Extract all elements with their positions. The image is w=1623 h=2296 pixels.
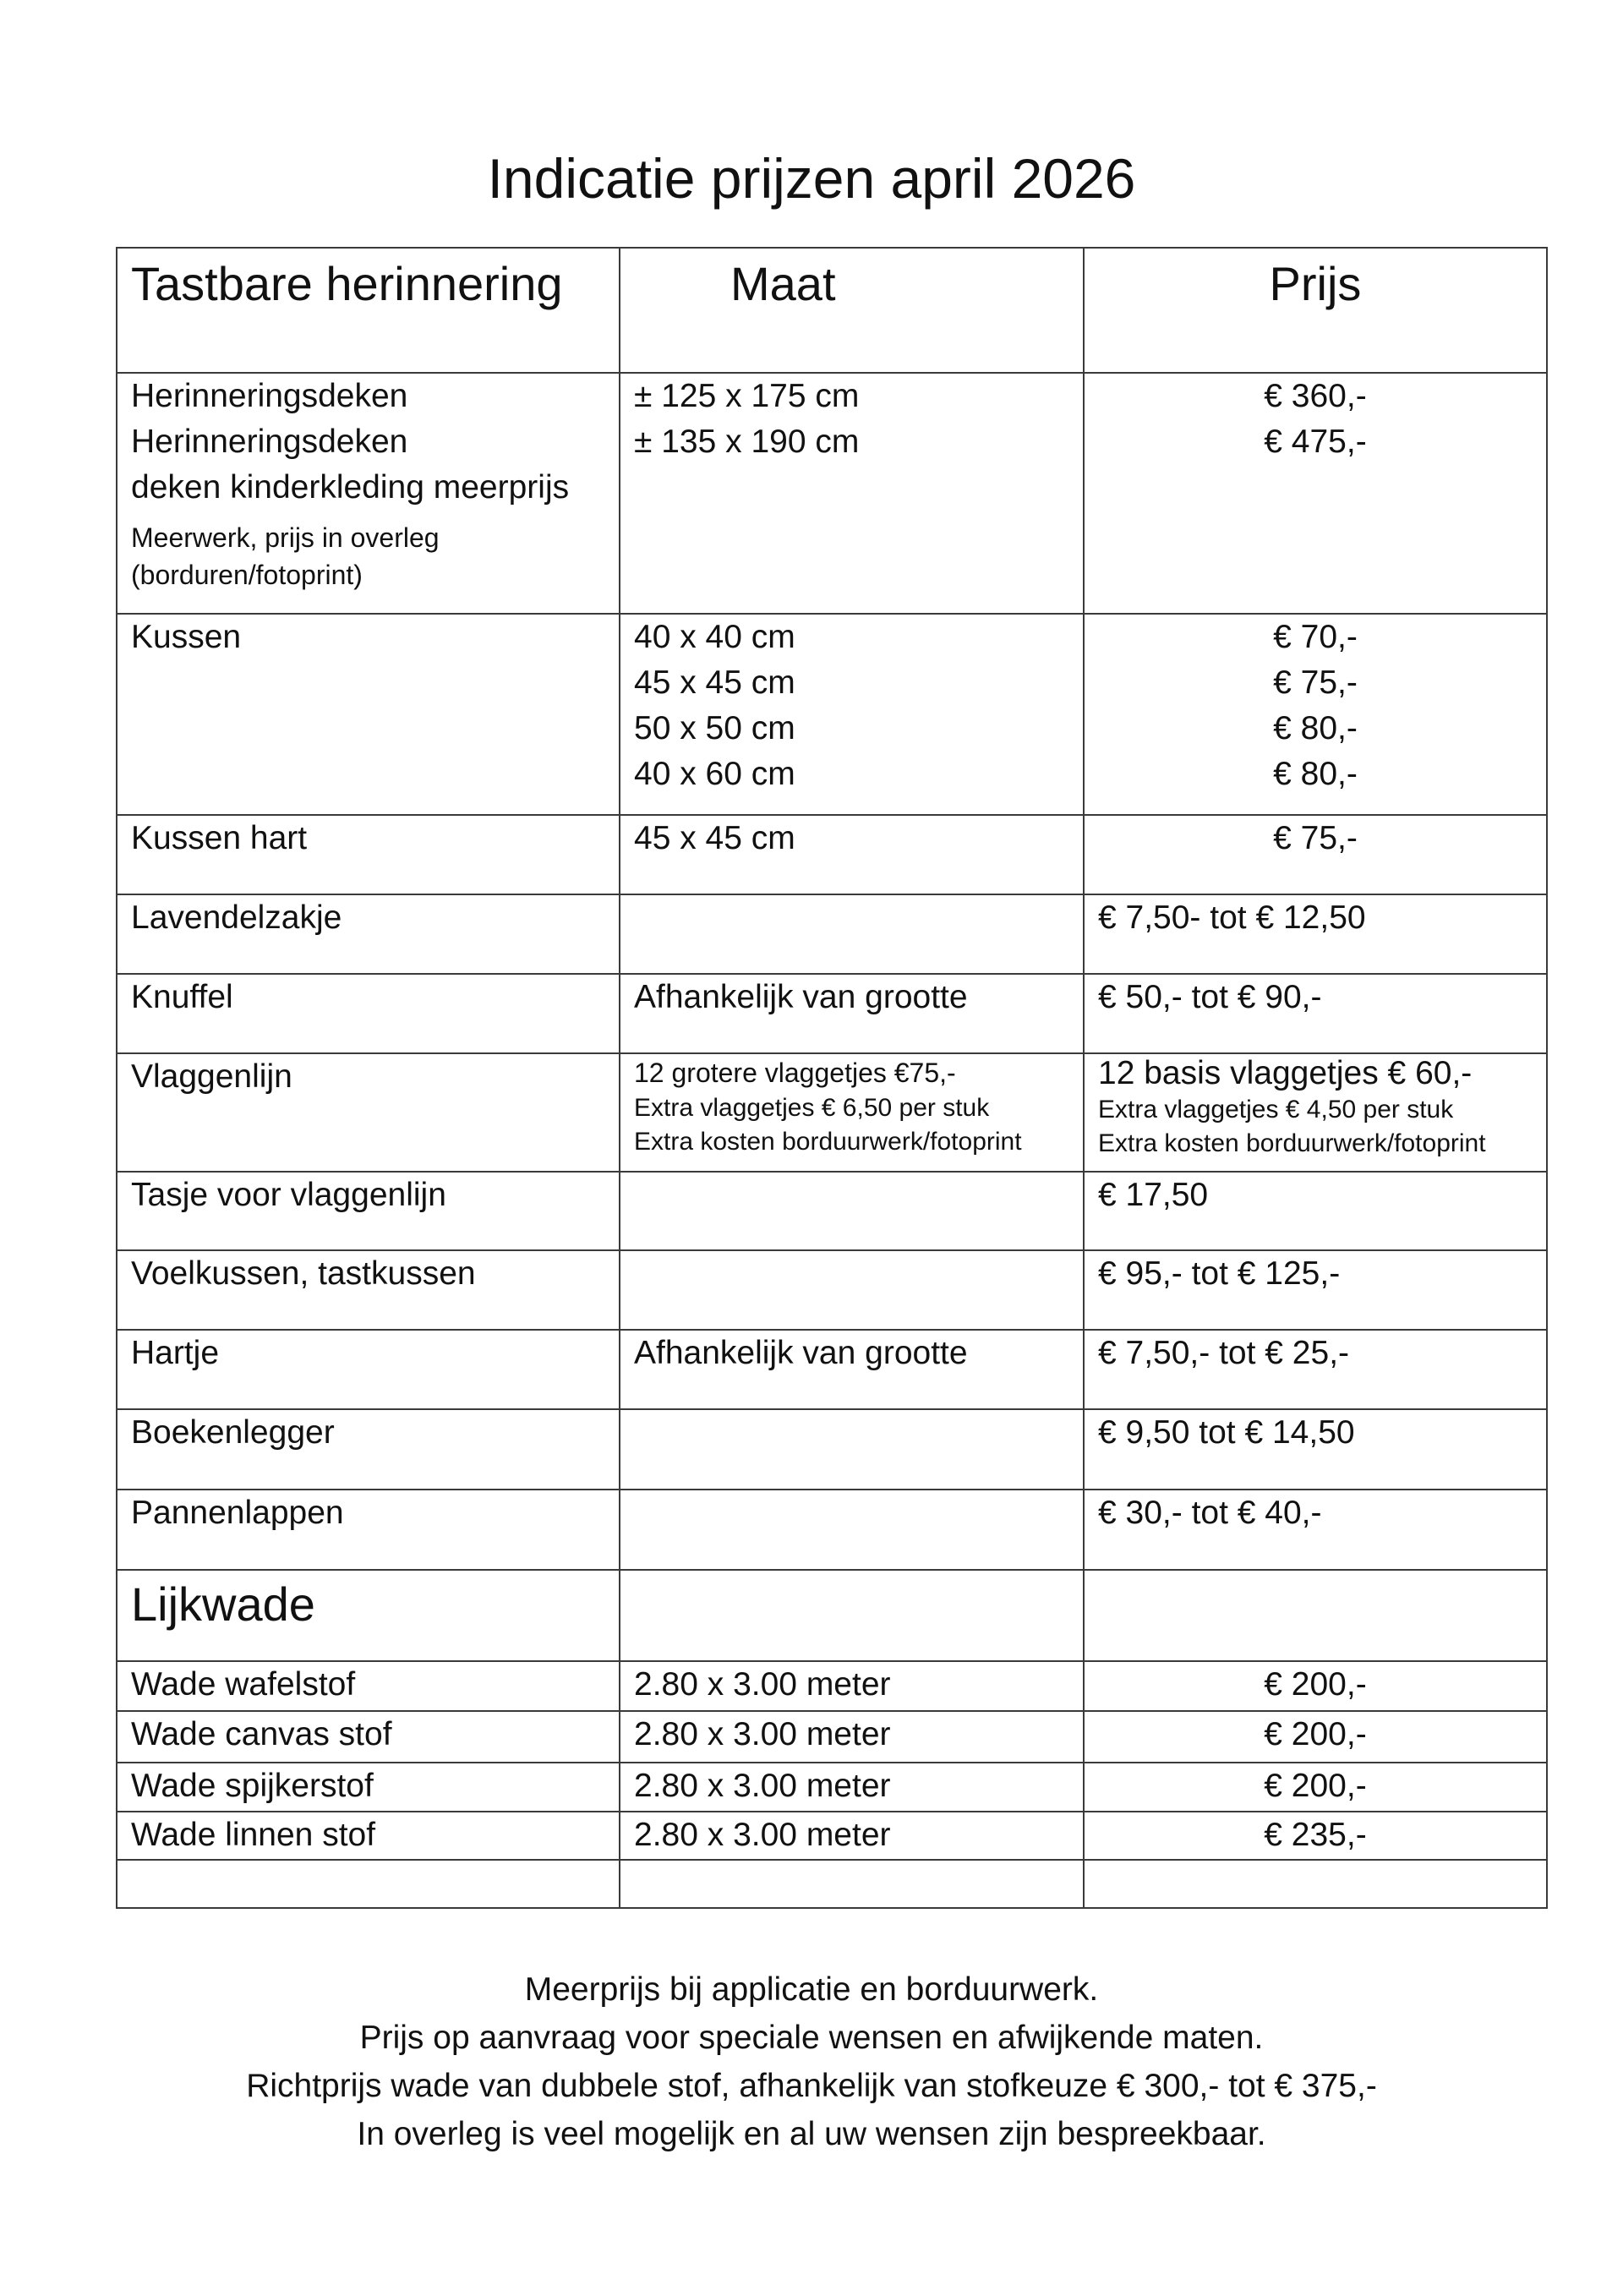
item-cell: Wade canvas stof (117, 1711, 620, 1763)
price-cell: € 95,- tot € 125,- (1084, 1250, 1547, 1330)
size-value: 12 grotere vlaggetjes €75,- (634, 1058, 956, 1088)
price-cell: € 17,50 (1084, 1172, 1547, 1250)
size-value: 40 x 60 cm (634, 756, 795, 792)
price-value: Extra vlaggetjes € 4,50 per stuk (1098, 1096, 1454, 1123)
item-cell: Wade wafelstof (117, 1661, 620, 1711)
header-size: Maat (620, 248, 1084, 373)
item-cell: Wade linnen stof (117, 1812, 620, 1860)
price-cell: € 30,- tot € 40,- (1084, 1490, 1547, 1570)
size-value: ± 125 x 175 cm (634, 378, 860, 414)
price-value: € 80,- (1273, 710, 1358, 746)
item-cell (117, 1860, 620, 1908)
table-row (117, 1711, 1547, 1763)
item-cell: Voelkussen, tastkussen (117, 1250, 620, 1330)
item-cell: Tasje voor vlaggenlijn (117, 1172, 620, 1250)
size-cell: 45 x 45 cm (620, 815, 1084, 894)
price-value: € 70,- (1273, 619, 1358, 655)
table-row (117, 894, 1547, 974)
size-cell: Afhankelijk van grootte (620, 1330, 1084, 1409)
size-value: Extra vlaggetjes € 6,50 per stuk (634, 1094, 990, 1122)
item-cell: Wade spijkerstof (117, 1763, 620, 1812)
table-row (117, 1330, 1547, 1409)
empty-row (117, 1860, 1547, 1908)
size-cell: 2.80 x 3.00 meter (620, 1661, 1084, 1711)
table-row (117, 373, 1547, 614)
table-row (117, 614, 1547, 815)
size-value: ± 135 x 190 cm (634, 424, 860, 460)
price-cell: € 7,50- tot € 12,50 (1084, 894, 1547, 974)
size-cell (620, 1490, 1084, 1570)
size-cell (620, 1053, 1084, 1172)
table-row (117, 974, 1547, 1053)
price-cell: € 235,- (1084, 1812, 1547, 1860)
price-cell (1084, 614, 1547, 815)
section-title: Lijkwade (117, 1570, 620, 1661)
price-cell: € 7,50,- tot € 25,- (1084, 1330, 1547, 1409)
table-row (117, 1409, 1547, 1490)
table-row (117, 1250, 1547, 1330)
size-cell (620, 373, 1084, 614)
table-row (117, 815, 1547, 894)
header-price: Prijs (1084, 248, 1547, 373)
item-name: Kussen (131, 619, 242, 655)
item-cell: Kussen hart (117, 815, 620, 894)
section-row (117, 1570, 1547, 1661)
price-cell: € 75,- (1084, 815, 1547, 894)
price-cell (1084, 1860, 1547, 1908)
price-cell (1084, 373, 1547, 614)
price-cell: € 50,- tot € 90,- (1084, 974, 1547, 1053)
item-name: Herinneringsdeken (131, 424, 408, 460)
size-value: 40 x 40 cm (634, 619, 795, 655)
footer-notes (0, 1965, 1623, 2158)
size-cell: Afhankelijk van grootte (620, 974, 1084, 1053)
item-cell (117, 373, 620, 614)
footer-line: Richtprijs wade van dubbele stof, afhankelijk van stofkeuze € 300,- tot € 375,- (246, 2068, 1377, 2104)
size-cell (620, 1860, 1084, 1908)
price-cell: € 200,- (1084, 1711, 1547, 1763)
footer-line: Meerprijs bij applicatie en borduurwerk. (524, 1971, 1099, 2008)
item-cell: Hartje (117, 1330, 620, 1409)
size-value: 45 x 45 cm (634, 664, 795, 701)
table-header-row (117, 248, 1547, 373)
size-cell (620, 1409, 1084, 1490)
table-row (117, 1053, 1547, 1172)
header-item: Tastbare herinnering (117, 248, 620, 373)
item-note: Meerwerk, prijs in overleg (131, 522, 440, 553)
price-value: 12 basis vlaggetjes € 60,- (1098, 1055, 1473, 1091)
size-value: 50 x 50 cm (634, 710, 795, 746)
size-cell (620, 1250, 1084, 1330)
size-cell (620, 614, 1084, 815)
price-cell: € 200,- (1084, 1661, 1547, 1711)
size-cell (620, 1570, 1084, 1661)
footer-line: Prijs op aanvraag voor speciale wensen en afwijkende maten. (359, 2020, 1264, 2056)
size-cell: 2.80 x 3.00 meter (620, 1763, 1084, 1812)
item-note: (borduren/fotoprint) (131, 560, 363, 590)
price-cell: € 9,50 tot € 14,50 (1084, 1409, 1547, 1490)
size-cell (620, 1172, 1084, 1250)
price-value: € 360,- (1264, 378, 1367, 414)
price-cell: € 200,- (1084, 1763, 1547, 1812)
table-row (117, 1172, 1547, 1250)
item-cell: Knuffel (117, 974, 620, 1053)
size-cell: 2.80 x 3.00 meter (620, 1812, 1084, 1860)
price-value: € 80,- (1273, 756, 1358, 792)
price-value: € 75,- (1273, 664, 1358, 701)
table-row (117, 1763, 1547, 1812)
item-name: Herinneringsdeken (131, 378, 408, 414)
item-cell (117, 614, 620, 815)
size-value: Extra kosten borduurwerk/fotoprint (634, 1128, 1022, 1156)
size-cell: 2.80 x 3.00 meter (620, 1711, 1084, 1763)
price-value: Extra kosten borduurwerk/fotoprint (1098, 1129, 1486, 1157)
item-cell: Lavendelzakje (117, 894, 620, 974)
size-cell (620, 894, 1084, 974)
item-cell: Pannenlappen (117, 1490, 620, 1570)
item-cell: Vlaggenlijn (117, 1053, 620, 1172)
table-row (117, 1661, 1547, 1711)
item-name: deken kinderkleding meerprijs (131, 469, 570, 506)
page-title: Indicatie prijzen april 2026 (487, 147, 1136, 210)
table-row (117, 1490, 1547, 1570)
item-cell: Boekenlegger (117, 1409, 620, 1490)
price-cell (1084, 1053, 1547, 1172)
price-value: € 475,- (1264, 424, 1367, 460)
price-cell (1084, 1570, 1547, 1661)
price-table (116, 247, 1548, 1909)
table-row (117, 1812, 1547, 1860)
footer-line: In overleg is veel mogelijk en al uw wensen zijn bespreekbaar. (357, 2116, 1266, 2152)
